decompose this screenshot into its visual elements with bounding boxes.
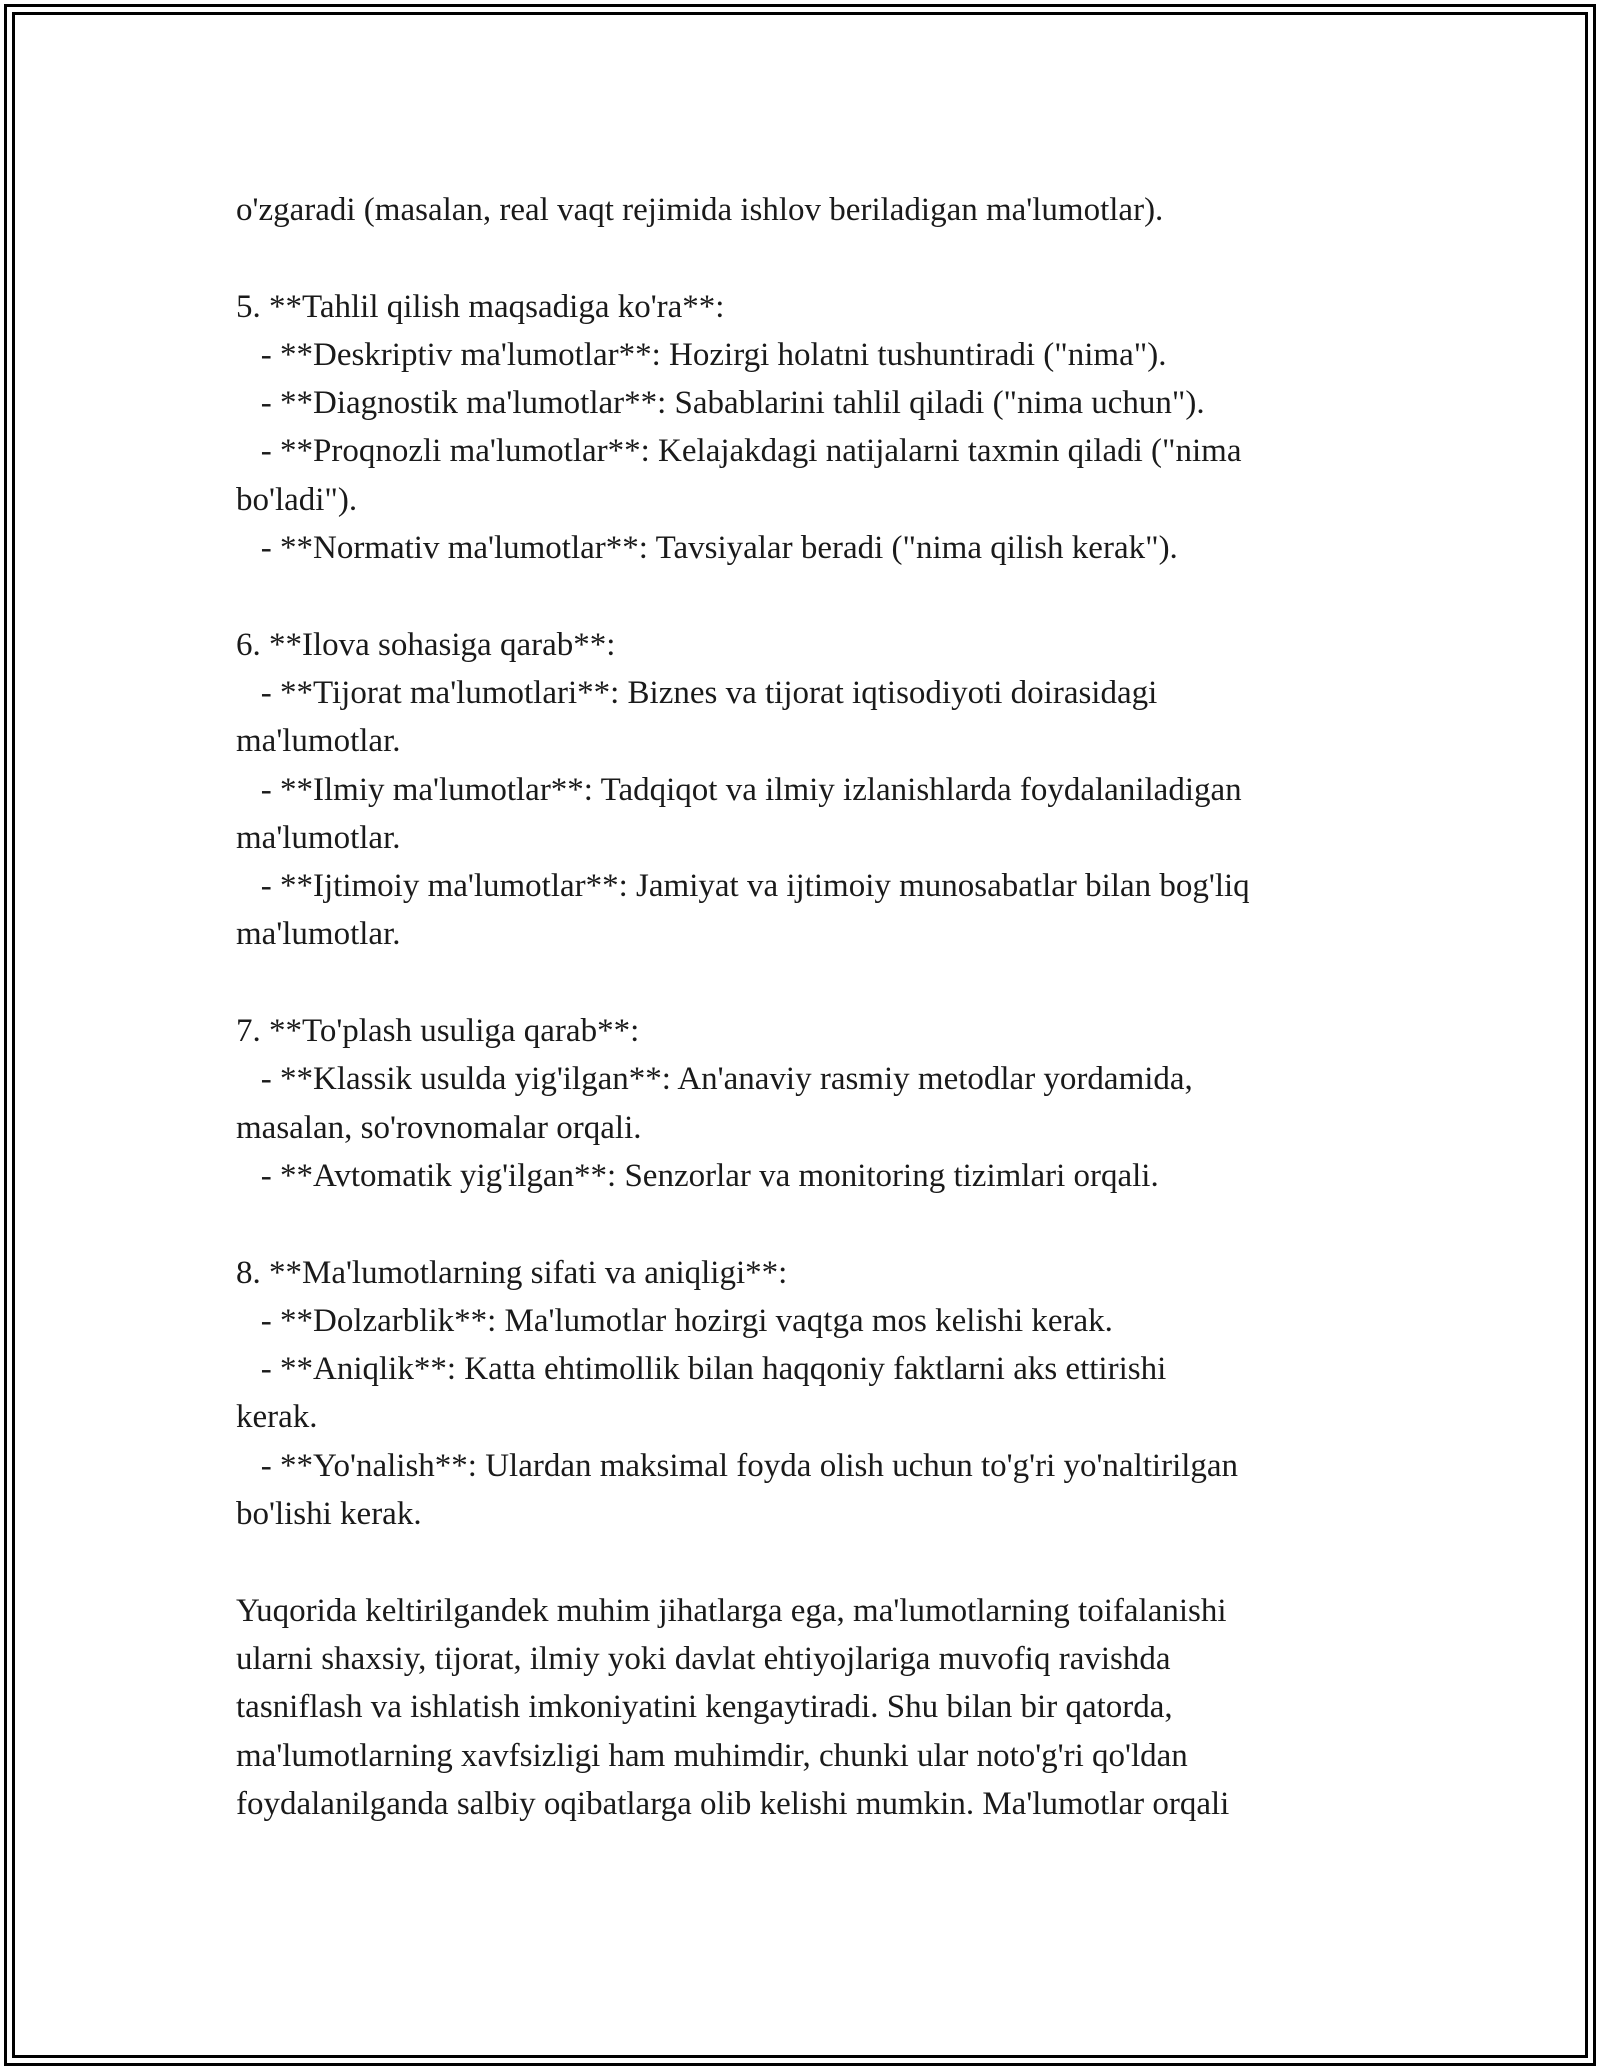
paragraph-line: tasniflash va ishlatish imkoniyatini kengaytiradi. Shu bilan bir qatorda, <box>236 1689 1173 1726</box>
list-item: - **Tijorat ma'lumotlari**: Biznes va tijorat iqtisodiyoti doirasidagi <box>236 674 1158 711</box>
blank-line <box>236 572 1386 620</box>
list-item: - **Deskriptiv ma'lumotlar**: Hozirgi holatni tushuntiradi ("nima"). <box>236 336 1167 373</box>
section-heading-7: 7. **To'plash usuliga qarab**: <box>236 1013 640 1050</box>
list-item: - **Dolzarblik**: Ma'lumotlar hozirgi vaqtga mos kelishi kerak. <box>236 1302 1113 1339</box>
list-item: - **Klassik usulda yig'ilgan**: An'anaviy rasmiy metodlar yordamida, <box>236 1061 1193 1098</box>
list-item: - **Yo'nalish**: Ulardan maksimal foyda olish uchun to'g'ri yo'naltirilgan <box>236 1447 1239 1484</box>
section-heading-8: 8. **Ma'lumotlarning sifati va aniqligi**: <box>236 1254 788 1291</box>
list-item: - **Avtomatik yig'ilgan**: Senzorlar va monitoring tizimlari orqali. <box>236 1157 1159 1194</box>
list-item-continuation: masalan, so'rovnomalar orqali. <box>236 1109 642 1146</box>
list-item-continuation: ma'lumotlar. <box>236 723 401 760</box>
list-item-continuation: bo'ladi"). <box>236 481 358 518</box>
list-item: - **Ilmiy ma'lumotlar**: Tadqiqot va ilmiy izlanishlarda foydalaniladigan <box>236 771 1242 808</box>
paragraph-line: ularni shaxsiy, tijorat, ilmiy yoki davlat ehtiyojlariga muvofiq ravishda <box>236 1640 1171 1677</box>
list-item: - **Diagnostik ma'lumotlar**: Sabablarini tahlil qiladi ("nima uchun"). <box>236 385 1205 422</box>
list-item: - **Ijtimoiy ma'lumotlar**: Jamiyat va ijtimoiy munosabatlar bilan bog'liq <box>236 868 1250 905</box>
list-item-continuation: bo'lishi kerak. <box>236 1496 422 1533</box>
list-item-continuation: ma'lumotlar. <box>236 819 401 856</box>
list-item-continuation: ma'lumotlar. <box>236 916 401 953</box>
blank-line <box>236 1200 1386 1248</box>
list-item: - **Normativ ma'lumotlar**: Tavsiyalar beradi ("nima qilish kerak"). <box>236 530 1178 567</box>
list-item-continuation: kerak. <box>236 1399 318 1436</box>
paragraph-line: foydalanilganda salbiy oqibatlarga olib kelishi mumkin. Ma'lumotlar orqali <box>236 1785 1230 1822</box>
blank-line <box>236 959 1386 1007</box>
section-heading-6: 6. **Ilova sohasiga qarab**: <box>236 626 616 663</box>
list-item: - **Proqnozli ma'lumotlar**: Kelajakdagi natijalarni taxmin qiladi ("nima <box>236 433 1242 470</box>
document-body <box>236 186 1386 1828</box>
list-item: - **Aniqlik**: Katta ehtimollik bilan haqqoniy faktlarni aks ettirishi <box>236 1351 1167 1388</box>
paragraph-line: ma'lumotlarning xavfsizligi ham muhimdir, chunki ular noto'g'ri qo'ldan <box>236 1737 1188 1774</box>
blank-line <box>236 1538 1386 1586</box>
blank-line <box>236 234 1386 282</box>
text-line: o'zgaradi (masalan, real vaqt rejimida ishlov beriladigan ma'lumotlar). <box>236 192 1164 228</box>
section-heading-5: 5. **Tahlil qilish maqsadiga ko'ra**: <box>236 288 725 325</box>
paragraph-line: Yuqorida keltirilgandek muhim jihatlarga ega, ma'lumotlarning toifalanishi <box>236 1592 1227 1629</box>
